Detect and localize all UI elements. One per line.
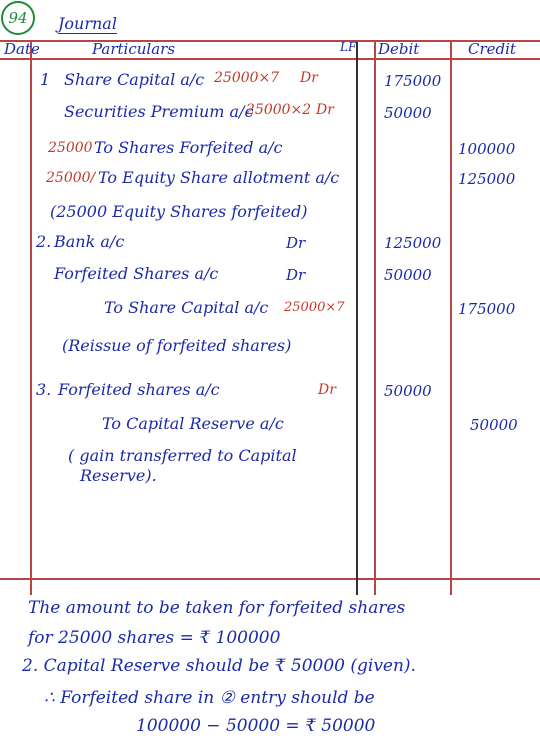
entry2-credit-amount-1: 175000	[458, 300, 516, 318]
entry2-debit-account-1: Bank a/c	[54, 232, 125, 251]
entry2-debit-amount-2: 50000	[384, 266, 432, 284]
entry2-debit-account-2: Forfeited Shares a/c	[54, 264, 219, 283]
entry3-debit-account-1: Forfeited shares a/c	[58, 380, 220, 399]
note-line-4: ∴ Forfeited share in ② entry should be	[44, 688, 375, 708]
entry3-number: 3.	[36, 380, 52, 399]
header-top-rule	[0, 40, 540, 42]
lf-column-rule	[356, 42, 358, 595]
entry1-credit-account-1: To Shares Forfeited a/c	[94, 138, 283, 157]
journal-title: Journal	[58, 14, 117, 33]
entry1-debit-account-1: Share Capital a/c	[64, 70, 205, 89]
note-line-3: 2. Capital Reserve should be ₹ 50000 (given).	[22, 656, 416, 676]
entry2-debit-amount-1: 125000	[384, 234, 442, 252]
entry1-dr-2: Dr	[316, 102, 334, 118]
entry3-credit-amount-1: 50000	[470, 416, 518, 434]
entry2-dr-2: Dr	[286, 266, 306, 284]
entry1-calc-3: 25000	[48, 140, 93, 156]
header-date: Date	[4, 40, 40, 58]
entry1-calc-4: 25000/	[46, 170, 96, 186]
entry1-credit-amount-1: 100000	[458, 140, 516, 158]
entry1-narration: (25000 Equity Shares forfeited)	[50, 202, 308, 221]
entry2-credit-account-1: To Share Capital a/c	[104, 298, 269, 317]
table-end-rule	[0, 578, 540, 580]
entry1-debit-amount-1: 175000	[384, 72, 442, 90]
entry1-credit-account-2: To Equity Share allotment a/c	[98, 168, 340, 187]
entry3-credit-account-1: To Capital Reserve a/c	[102, 414, 284, 433]
entry1-calc-2: 25000×2	[246, 102, 312, 118]
header-bottom-rule	[0, 58, 540, 60]
entry2-calc-3: 25000×7	[284, 300, 345, 315]
entry3-debit-amount-1: 50000	[384, 382, 432, 400]
header-credit: Credit	[468, 40, 516, 58]
entry2-dr-1: Dr	[286, 234, 306, 252]
entry1-debit-amount-2: 50000	[384, 104, 432, 122]
header-lf: LF	[340, 40, 357, 54]
entry1-calc-1: 25000×7	[214, 70, 280, 86]
entry2-number: 2.	[36, 232, 52, 251]
note-line-2: for 25000 shares = ₹ 100000	[28, 628, 281, 648]
entry3-narration-line2: Reserve).	[80, 466, 157, 485]
entry3-dr-1: Dr	[318, 382, 336, 398]
entry2-narration: (Reissue of forfeited shares)	[62, 336, 292, 355]
debit-column-rule	[374, 40, 376, 595]
entry1-number: 1	[40, 70, 51, 89]
page-number-badge: 94	[1, 1, 35, 35]
entry3-narration-line1: ( gain transferred to Capital	[68, 446, 297, 465]
header-particulars: Particulars	[92, 40, 176, 58]
entry1-dr-1: Dr	[300, 70, 318, 86]
entry1-debit-account-2: Securities Premium a/c	[64, 102, 254, 121]
note-line-1: The amount to be taken for forfeited shares	[28, 598, 406, 618]
credit-column-rule	[450, 40, 452, 595]
entry1-credit-amount-2: 125000	[458, 170, 516, 188]
header-debit: Debit	[378, 40, 420, 58]
date-column-rule	[30, 40, 32, 595]
note-line-5: 100000 − 50000 = ₹ 50000	[136, 716, 376, 736]
